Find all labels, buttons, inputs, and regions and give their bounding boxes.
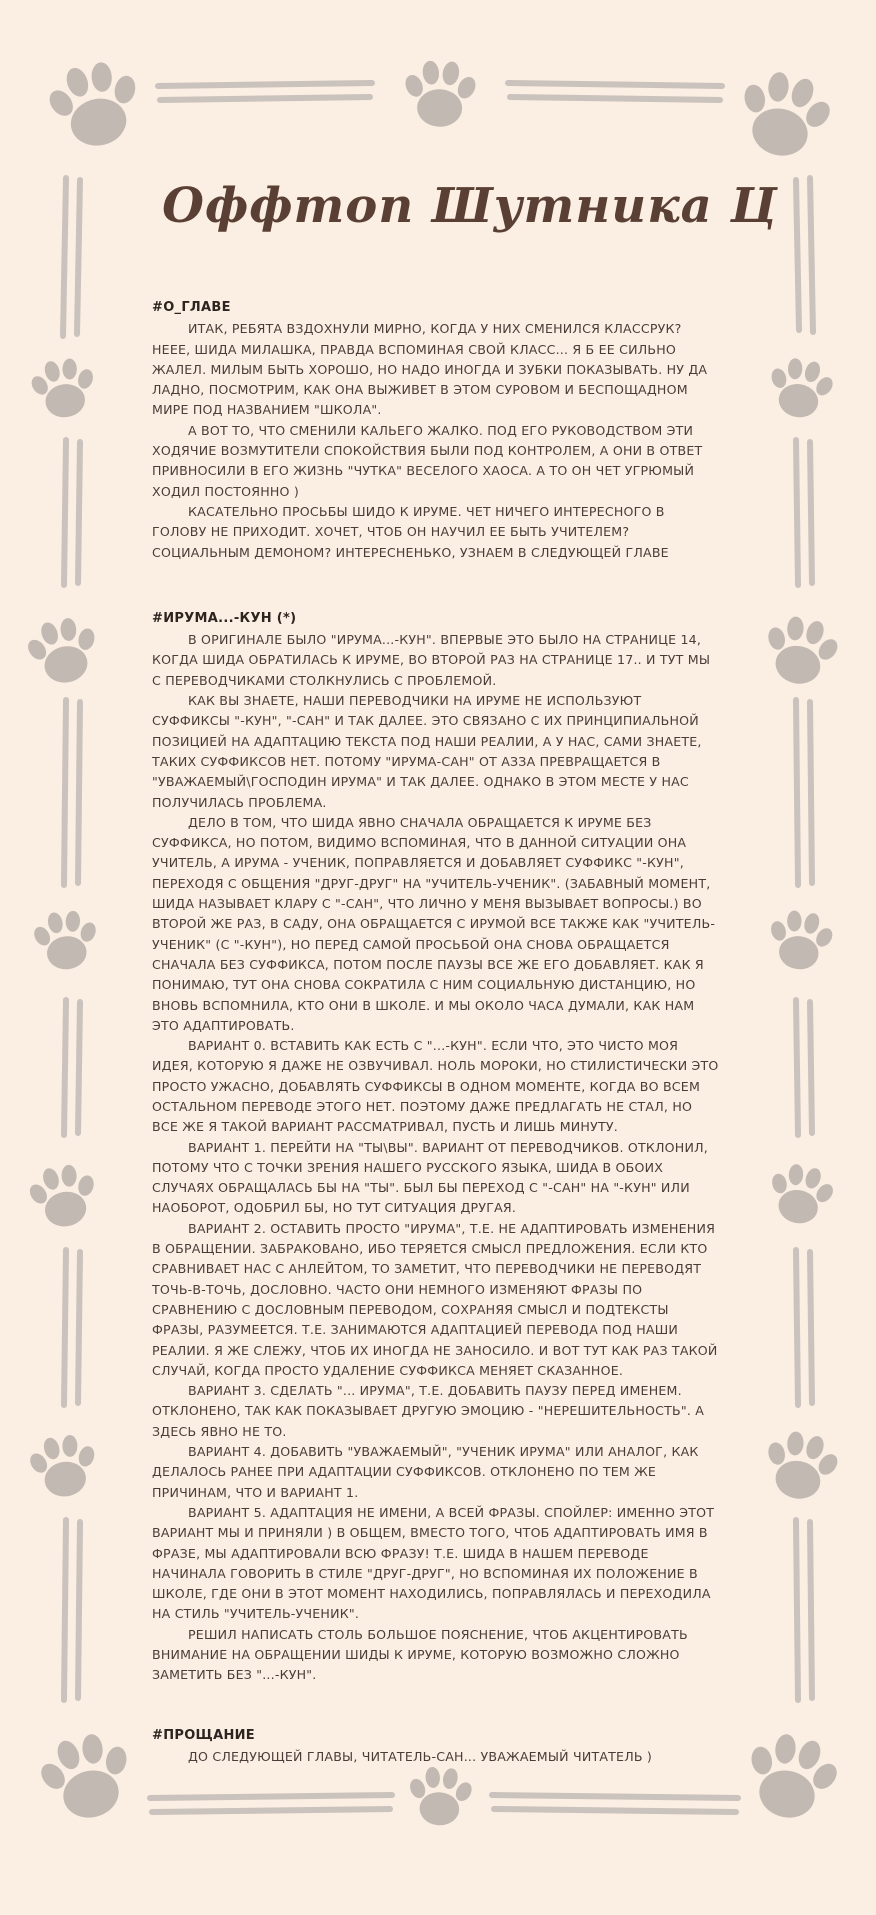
paragraph: ВАРИАНТ 1. ПЕРЕЙТИ НА "ТЫ\ВЫ". ВАРИАНТ ОТ ПЕРЕВОДЧИКОВ. ОТКЛОНИЛ, ПОТОМУ ЧТО С ТОЧКИ ЗРЕНИЯ НАШЕГО РУССКОГО ЯЗЫКА, ШИДА В ОБОИХ СЛУЧАЯХ ОБРАЩАЛАСЬ БЫ НА "ТЫ". БЫЛ БЫ ПЕРЕХОД С "-САН" НА "-КУН" ИЛИ НАОБОРОТ, ОДОБРИЛ БЫ, НО ТУТ СИТУАЦИЯ ДРУГАЯ. — [152, 1139, 708, 1216]
paragraph: ВАРИАНТ 2. ОСТАВИТЬ ПРОСТО "ИРУМА", Т.Е. НЕ АДАПТИРОВАТЬ ИЗМЕНЕНИЯ В ОБРАЩЕНИИ. ЗАБРАКОВАНО, ИБО ТЕРЯЕТСЯ СМЫСЛ ПРЕДЛОЖЕНИЯ. ЕСЛИ КТО СРАВНИВАЕТ НАС С АНЛЕЙТОМ, ТО ЗАМЕТИТ, ЧТО ПЕРЕВОДЧИКИ НЕ ПЕРЕВОДЯТ ТОЧЬ-В-ТОЧЬ, ДОСЛОВНО. ЧАСТО ОНИ НЕМНОГО ИЗМЕНЯЮТ ФРАЗЫ ПО СРАВНЕНИЮ С ДОСЛОВНЫМ ПЕРЕВОДОМ, СОХРАНЯЯ СМЫСЛ И ПОДТЕКСТЫ ФРАЗЫ, РАЗУМЕЕТСЯ. Т.Е. ЗАНИМАЮТСЯ АДАПТАЦИЕЙ ПЕРЕВОДА ПОД НАШИ РЕАЛИИ. Я ЖЕ СЛЕЖУ, ЧТОБ ИХ ИНОГДА НЕ ЗАНОСИЛО. И ВОТ ТУТ КАК РАЗ ТАКОЙ СЛУЧАЙ, КОГДА ПРОСТО УДАЛЕНИЕ СУФФИКСА МЕНЯЕТ СКАЗАННОЕ. — [152, 1220, 718, 1378]
page-title: Оффтоп Шутника Ц — [162, 178, 778, 234]
paragraph: ВАРИАНТ 5. АДАПТАЦИЯ НЕ ИМЕНИ, А ВСЕЙ ФРАЗЫ. СПОЙЛЕР: ИМЕННО ЭТОТ ВАРИАНТ МЫ И ПРИНЯЛИ ) В ОБЩЕМ, ВМЕСТО ТОГО, ЧТОБ АДАПТИРОВАТЬ ИМЯ В ФРАЗЕ, МЫ АДАПТИРОВАЛИ ВСЮ ФРАЗУ! Т.Е. ШИДА В НАШЕМ ПЕРЕВОДЕ НАЧИНАЛА ГОВОРИТЬ В СТИЛЕ "ДРУГ-ДРУГ", НО ВСПОМИНАЯ ИХ ПОЛОЖЕНИЕ В ШКОЛЕ, ГДЕ ОНИ В ЭТОТ МОМЕНТ НАХОДИЛИСЬ, ПОПРАВЛЯЛАСЬ И ПЕРЕХОДИЛА НА СТИЛЬ "УЧИТЕЛЬ-УЧЕНИК". — [152, 1504, 715, 1622]
paragraph: ДЕЛО В ТОМ, ЧТО ШИДА ЯВНО СНАЧАЛА ОБРАЩАЕТСЯ К ИРУМЕ БЕЗ СУФФИКСА, НО ПОТОМ, ВИДИМО ВСПОМИНАЯ, ЧТО В ДАННОЙ СИТУАЦИИ ОНА УЧИТЕЛЬ, А ИРУМА - УЧЕНИК, ПОПРАВЛЯЕТСЯ И ДОБАВЛЯЕТ СУФФИКС "-КУН", ПЕРЕХОДЯ С ОБЩЕНИЯ "ДРУГ-ДРУГ" НА "УЧИТЕЛЬ-УЧЕНИК". (ЗАБАВНЫЙ МОМЕНТ, ШИДА НАЗЫВАЕТ КЛАРУ С "-САН", ЧТО ЛИЧНО У МЕНЯ ВЫЗЫВАЕТ ВОПРОСЫ.) ВО ВТОРОЙ ЖЕ РАЗ, В САДУ, ОНА ОБРАЩАЕТСЯ С ИРУМОЙ ВСЕ ТАКЖЕ КАК "УЧИТЕЛЬ-УЧЕНИК" (С "-КУН"), НО ПЕРЕД САМОЙ ПРОСЬБОЙ ОНА СНОВА ОБРАЩАЕТСЯ СНАЧАЛА БЕЗ СУФФИКСА, ПОТОМ ПОСЛЕ ПАУЗЫ ВСЕ ЖЕ ЕГО ДОБАВЛЯЕТ. КАК Я ПОНИМАЮ, ТУТ ОНА СНОВА СОКРАТИЛА С НИМ СОЦИАЛЬНУЮ ДИСТАНЦИЮ, НО ВНОВЬ ВСПОМНИЛА, КТО ОНИ В ШКОЛЕ. И МЫ ОКОЛО ЧАСА ДУМАЛИ, КАК НАМ ЭТО АДАПТИРОВАТЬ. — [152, 814, 716, 1033]
paragraph: ВАРИАНТ 4. ДОБАВИТЬ "УВАЖАЕМЫЙ", "УЧЕНИК ИРУМА" ИЛИ АНАЛОГ, КАК ДЕЛАЛОСЬ РАНЕЕ ПРИ АДАПТАЦИИ СУФФИКСОВ. ОТКЛОНЕНО ПО ТЕМ ЖЕ ПРИЧИНАМ, ЧТО И ВАРИАНТ 1. — [152, 1444, 699, 1500]
paragraph: В ОРИГИНАЛЕ БЫЛО "ИРУМА...-КУН". ВПЕРВЫЕ ЭТО БЫЛО НА СТРАНИЦЕ 14, КОГДА ШИДА ОБРАТИЛАСЬ К ИРУМЕ, ВО ВТОРОЙ РАЗ НА СТРАНИЦЕ 17.. И ТУТ МЫ С ПЕРЕВОДЧИКАМИ СТОЛКНУЛИСЬ С ПРОБЛЕМОЙ. — [152, 632, 711, 688]
paragraph: ДО СЛЕДУЮЩЕЙ ГЛАВЫ, ЧИТАТЕЛЬ-САН... УВАЖАЕМЫЙ ЧИТАТЕЛЬ ) — [188, 1748, 653, 1764]
section-heading: #ПРОЩАНИЕ — [152, 1727, 255, 1743]
paragraph: ВАРИАНТ 0. ВСТАВИТЬ КАК ЕСТЬ С "...-КУН". ЕСЛИ ЧТО, ЭТО ЧИСТО МОЯ ИДЕЯ, КОТОРУЮ Я ДАЖЕ НЕ ОЗВУЧИВАЛ. НОЛЬ МОРОКИ, НО СТИЛИСТИЧЕСКИ ЭТО ПРОСТО УЖАСНО, ДОБАВЛЯТЬ СУФФИКСЫ В ОДНОМ МОМЕНТЕ, КОГДА ВО ВСЕМ ОСТАЛЬНОМ ПЕРЕВОДЕ ЭТОГО НЕТ. ПОЭТОМУ ДАЖЕ ПРЕДЛАГАТЬ НЕ СТАЛ, НО ВСЕ ЖЕ Я ТАКОЙ ВАРИАНТ РАССМАТРИВАЛ, ПУСТЬ И ЛИШЬ МИНУТУ. — [152, 1038, 719, 1135]
section-heading: #О_ГЛАВЕ — [152, 300, 231, 315]
paragraph: РЕШИЛ НАПИСАТЬ СТОЛЬ БОЛЬШОЕ ПОЯСНЕНИЕ, ЧТОБ АКЦЕНТИРОВАТЬ ВНИМАНИЕ НА ОБРАЩЕНИИ ШИДЫ К ИРУМЕ, КОТОРУЮ ВОЗМОЖНО СЛОЖНО ЗАМЕТИТЬ БЕЗ "...-КУН". — [152, 1626, 688, 1683]
paragraph: ИТАК, РЕБЯТА ВЗДОХНУЛИ МИРНО, КОГДА У НИХ СМЕНИЛСЯ КЛАССРУК? НЕЕЕ, ШИДА МИЛАШКА, ПРАВДА ВСПОМИНАЯ СВОЙ КЛАСС... Я Б ЕЕ СИЛЬНО ЖАЛЕЛ. МИЛЫМ БЫТЬ ХОРОШО, НО НАДО ИНОГДА И ЗУБКИ ПОКАЗЫВАТЬ. НУ ДА ЛАДНО, ПОСМОТРИМ, КАК ОНА ВЫЖИВЕТ В ЭТОМ СУРОВОМ И БЕСПОЩАДНОМ МИРЕ ПОД НАЗВАНИЕМ "ШКОЛА". — [152, 321, 708, 418]
section-farewell — [152, 1726, 722, 1768]
paragraph: ВАРИАНТ 3. СДЕЛАТЬ "... ИРУМА", Т.Е. ДОБАВИТЬ ПАУЗУ ПЕРЕД ИМЕНЕМ. ОТКЛОНЕНО, ТАК КАК ПОКАЗЫВАЕТ ДРУГУЮ ЭМОЦИЮ - "НЕРЕШИТЕЛЬНОСТЬ". А ЗДЕСЬ ЯВНО НЕ ТО. — [152, 1383, 705, 1439]
paragraph: КАК ВЫ ЗНАЕТЕ, НАШИ ПЕРЕВОДЧИКИ НА ИРУМЕ НЕ ИСПОЛЬЗУЮТ СУФФИКСЫ "-КУН", "-САН" И ТАК ДАЛЕЕ. ЭТО СВЯЗАНО С ИХ ПРИНЦИПИАЛЬНОЙ ПОЗИЦИЕЙ НА АДАПТАЦИЮ ТЕКСТА ПОД НАШИ РЕАЛИИ, А У НАС, САМИ ЗНАЕТЕ, ТАКИХ СУФФИКСОВ НЕТ. ПОТОМУ "ИРУМА-САН" ОТ АЗЗА ПРЕВРАЩАЕТСЯ В "УВАЖАЕМЫЙ\ГОСПОДИН ИРУМА" И ТАК ДАЛЕЕ. ОДНАКО В ЭТОМ МЕСТЕ У НАС ПОЛУЧИЛАСЬ ПРОБЛЕМА. — [152, 693, 702, 810]
section-iruma-kun — [152, 609, 722, 1686]
paragraph: А ВОТ ТО, ЧТО СМЕНИЛИ КАЛЬЕГО ЖАЛКО. ПОД ЕГО РУКОВОДСТВОМ ЭТИ ХОДЯЧИЕ ВОЗМУТИТЕЛИ СПОКОЙСТВИЯ БЫЛИ ПОД КОНТРОЛЕМ, А ОНИ В ОТВЕТ ПРИВНОСИЛИ В ЕГО ЖИЗНЬ "ЧУТКА" ВЕСЕЛОГО ХАОСА. А ТО ОН ЧЕТ УГРЮМЫЙ ХОДИЛ ПОСТОЯННО ) — [152, 422, 703, 499]
section-heading: #ИРУМА...-КУН (*) — [152, 610, 297, 626]
section-about-chapter — [152, 298, 722, 563]
paragraph: КАСАТЕЛЬНО ПРОСЬБЫ ШИДО К ИРУМЕ. ЧЕТ НИЧЕГО ИНТЕРЕСНОГО В ГОЛОВУ НЕ ПРИХОДИТ. ХОЧЕТ, ЧТОБ ОН НАУЧИЛ ЕЕ БЫТЬ УЧИТЕЛЕМ? СОЦИАЛЬНЫМ ДЕМОНОМ? ИНТЕРЕСНЕНЬКО, УЗНАЕМ В СЛЕДУЮЩЕЙ ГЛАВЕ — [152, 503, 669, 560]
offtop-content — [152, 298, 722, 1767]
